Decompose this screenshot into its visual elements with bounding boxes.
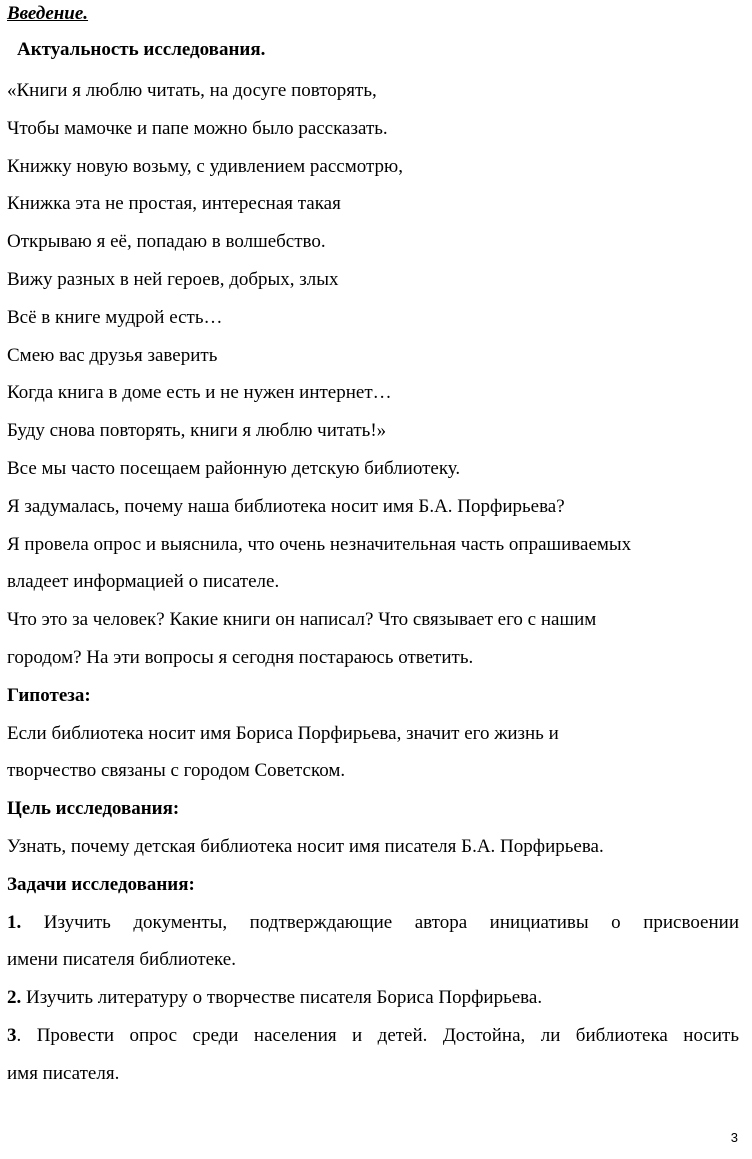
poem-line: Вижу разных в ней героев, добрых, злых <box>7 268 339 290</box>
tasks-heading: Задачи исследования: <box>7 873 195 895</box>
task-text: . Провести опрос среди населения и детей. Достойна, ли библиотека носить <box>16 1024 739 1046</box>
hypothesis-text: Если библиотека носит имя Бориса Порфирьева, значит его жизнь и <box>7 722 559 744</box>
poem-line: Чтобы мамочке и папе можно было рассказать. <box>7 117 388 139</box>
task-number: 2. <box>7 987 22 1009</box>
goal-heading: Цель исследования: <box>7 798 180 820</box>
paragraph-line: Я провела опрос и выяснила, что очень незначительная часть опрашиваемых <box>7 533 632 555</box>
poem-line: Буду снова повторять, книги я люблю читать!» <box>7 420 387 442</box>
task-number: 3 <box>7 1024 17 1046</box>
task-line: имя писателя. <box>7 1062 120 1084</box>
page-number: 3 <box>730 1130 738 1145</box>
task-item <box>7 904 739 980</box>
poem <box>7 72 739 450</box>
poem-line: Открываю я её, попадаю в волшебство. <box>7 231 326 253</box>
task-text: Изучить литературу о творчестве писателя Бориса Порфирьева. <box>21 987 543 1009</box>
poem-line: Книжка эта не простая, интересная такая <box>7 193 341 215</box>
introduction-heading: Введение. <box>7 3 89 24</box>
task-text: Изучить документы, подтверждающие автора инициативы о присвоении <box>21 911 739 933</box>
poem-line: «Книги я люблю читать, на досуге повторять, <box>7 80 377 101</box>
paragraph-line: владеет информацией о писателе. <box>7 571 280 593</box>
document-page <box>7 0 739 1093</box>
poem-line: Книжку новую возьму, с удивлением рассмотрю, <box>7 155 403 177</box>
hypothesis-heading: Гипотеза: <box>7 684 91 706</box>
task-line <box>7 1017 739 1055</box>
poem-line: Всё в книге мудрой есть… <box>7 306 223 328</box>
goal-text: Узнать, почему детская библиотека носит имя писателя Б.А. Порфирьева. <box>7 835 604 857</box>
task-line <box>7 979 739 1017</box>
poem-line: Когда книга в доме есть и не нужен интернет… <box>7 382 392 404</box>
paragraph-line: Я задумалась, почему наша библиотека носит имя Б.А. Порфирьева? <box>7 495 565 517</box>
paragraph-line: Все мы часто посещаем районную детскую библиотеку. <box>7 457 461 479</box>
hypothesis-text: творчество связаны с городом Советском. <box>7 760 346 782</box>
task-line <box>7 904 739 942</box>
intro-paragraphs <box>7 450 739 677</box>
relevance-title: Актуальность исследования. <box>17 39 266 60</box>
poem-line: Смею вас друзья заверить <box>7 344 218 366</box>
paragraph-line: городом? На эти вопросы я сегодня постараюсь ответить. <box>7 646 474 668</box>
task-item <box>7 979 739 1017</box>
task-item <box>7 1017 739 1093</box>
task-number: 1. <box>7 911 22 933</box>
task-line: имени писателя библиотеке. <box>7 949 236 971</box>
paragraph-line: Что это за человек? Какие книги он написал? Что связывает его с нашим <box>7 609 597 631</box>
